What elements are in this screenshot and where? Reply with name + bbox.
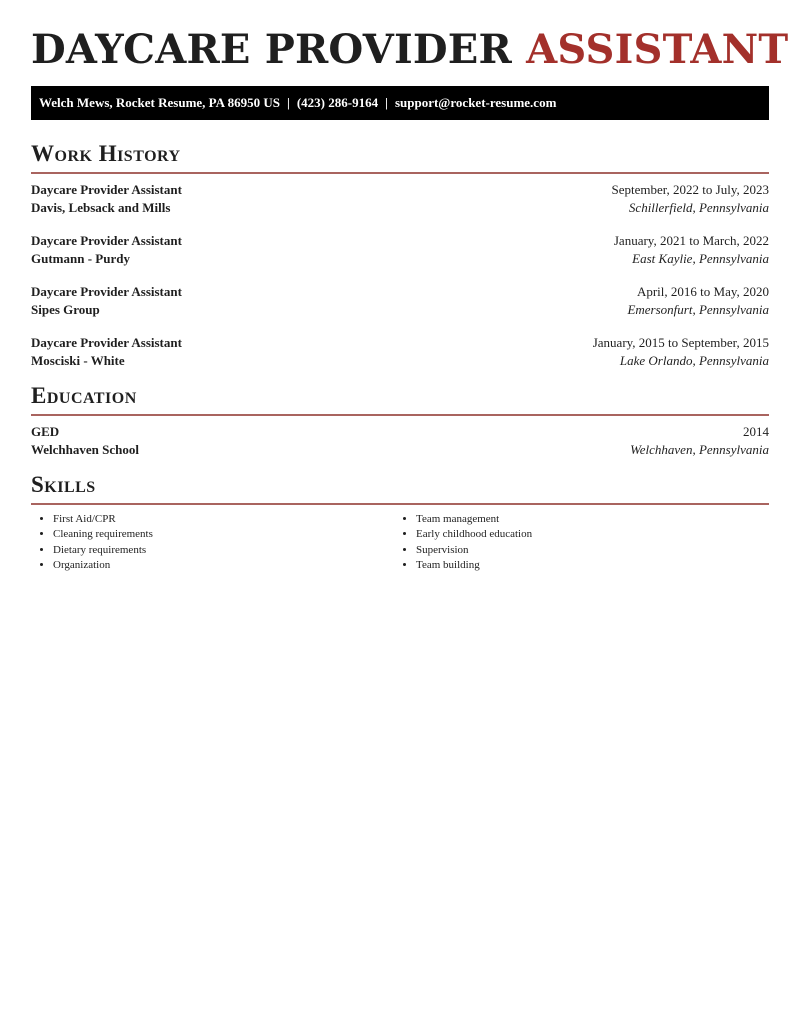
- skill-item: • Organization: [53, 558, 394, 573]
- section-title-education: Education: [31, 383, 137, 408]
- skills-column-right: [394, 512, 757, 573]
- school-location: Welchhaven, Pennsylvania: [630, 442, 769, 457]
- job-title: Daycare Provider Assistant: [31, 182, 182, 197]
- work-entry: [31, 334, 769, 370]
- contact-address: Welch Mews, Rocket Resume, PA 86950 US: [39, 95, 280, 110]
- contact-separator: |: [385, 95, 388, 110]
- job-title: Daycare Provider Assistant: [31, 233, 182, 248]
- section-title-skills: Skills: [31, 472, 96, 497]
- graduation-year: 2014: [743, 424, 769, 439]
- job-location: Lake Orlando, Pennsylvania: [619, 353, 769, 368]
- skill-item: • Dietary requirements: [53, 543, 394, 558]
- company-name: Mosciski - White: [31, 353, 125, 368]
- contact-phone: (423) 286-9164: [296, 95, 379, 110]
- job-dates: January, 2021 to March, 2022: [613, 233, 769, 248]
- job-dates: April, 2016 to May, 2020: [636, 284, 769, 299]
- skill-item: • Team management: [416, 512, 757, 527]
- work-entry: [31, 232, 769, 268]
- job-location: East Kaylie, Pennsylvania: [632, 251, 769, 266]
- contact-separator: |: [286, 95, 290, 110]
- contact-email: support@rocket-resume.com: [394, 95, 557, 110]
- company-name: Gutmann - Purdy: [31, 251, 130, 266]
- section-title-work-history: Work History: [31, 141, 181, 166]
- section-divider: [31, 503, 769, 505]
- skill-item: • Team building: [416, 558, 757, 573]
- degree: GED: [31, 424, 60, 439]
- resume-title: [31, 26, 788, 74]
- contact-bar: [31, 86, 769, 120]
- job-dates: January, 2015 to September, 2015: [592, 335, 769, 350]
- skills-list: [31, 512, 769, 573]
- skill-item: • Supervision: [416, 543, 757, 558]
- job-location: Schillerfield, Pennsylvania: [628, 200, 769, 215]
- company-name: Davis, Lebsack and Mills: [31, 200, 171, 215]
- skill-item: • First Aid/CPR: [53, 512, 394, 527]
- section-divider: [31, 172, 769, 174]
- company-name: Sipes Group: [31, 302, 100, 317]
- section-divider: [31, 414, 769, 416]
- skill-item: • Cleaning requirements: [53, 527, 394, 542]
- school-name: Welchhaven School: [31, 442, 139, 457]
- skill-item: • Early childhood education: [416, 527, 757, 542]
- title-part-1: DAYCARE PROVIDER: [31, 26, 512, 73]
- title-part-2: ASSISTANT: [526, 26, 789, 73]
- education-entry: [31, 423, 769, 459]
- job-dates: September, 2022 to July, 2023: [611, 182, 769, 197]
- work-entry: [31, 283, 769, 319]
- work-entry: [31, 181, 769, 217]
- job-location: Emersonfurt, Pennsylvania: [627, 302, 769, 317]
- skills-column-left: [31, 512, 394, 573]
- job-title: Daycare Provider Assistant: [31, 335, 182, 350]
- job-title: Daycare Provider Assistant: [31, 284, 182, 299]
